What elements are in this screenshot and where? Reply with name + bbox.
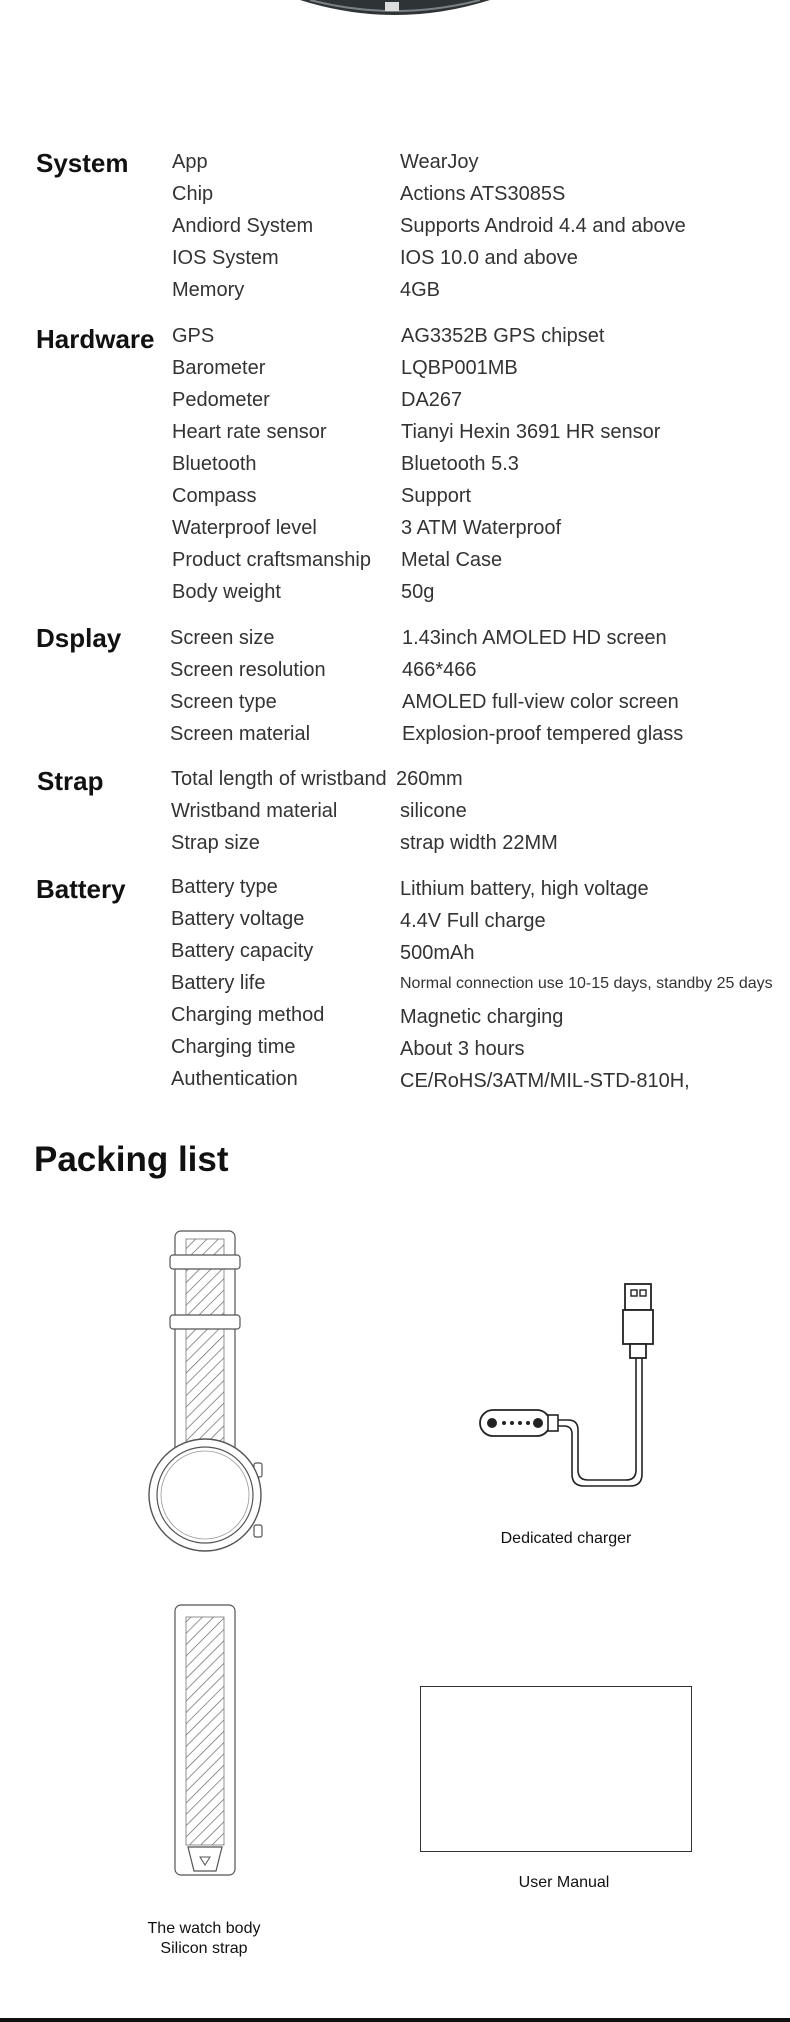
spec-value: 4.4V Full charge bbox=[400, 910, 546, 932]
user-manual-caption: User Manual bbox=[518, 1874, 610, 1891]
spec-value: Support bbox=[401, 485, 472, 507]
watch-caption-line2: Silicon strap bbox=[160, 1940, 248, 1957]
spec-value: AMOLED full-view color screen bbox=[402, 691, 679, 713]
spec-label: Waterproof level bbox=[172, 517, 317, 539]
spec-value: AG3352B GPS chipset bbox=[401, 325, 605, 347]
section-title-display: Dsplay bbox=[36, 623, 122, 653]
spec-label: Authentication bbox=[171, 1068, 298, 1090]
spec-value: Normal connection use 10-15 days, standby 25 days bbox=[400, 975, 773, 992]
spec-value: Tianyi Hexin 3691 HR sensor bbox=[401, 421, 661, 443]
spec-value: Actions ATS3085S bbox=[400, 183, 566, 205]
spec-label: Heart rate sensor bbox=[172, 421, 327, 443]
watch-product-image-bottom bbox=[0, 0, 790, 20]
spec-label: Bluetooth bbox=[172, 453, 257, 475]
watch-illustration bbox=[130, 1225, 290, 1885]
spec-value: Metal Case bbox=[401, 549, 503, 571]
watch-caption-line1: The watch body bbox=[147, 1920, 261, 1937]
spec-value: Magnetic charging bbox=[400, 1006, 564, 1028]
spec-value: 3 ATM Waterproof bbox=[401, 517, 562, 539]
spec-label: Product craftsmanship bbox=[172, 549, 371, 571]
page-bottom-divider bbox=[0, 2018, 790, 2022]
section-title-strap: Strap bbox=[37, 766, 104, 796]
spec-value: Explosion-proof tempered glass bbox=[402, 723, 684, 745]
spec-value: Supports Android 4.4 and above bbox=[400, 215, 686, 237]
spec-label: Charging time bbox=[171, 1036, 296, 1058]
spec-label: Memory bbox=[172, 279, 245, 301]
spec-value: CE/RoHS/3ATM/MIL-STD-810H, bbox=[400, 1070, 690, 1092]
spec-value: WearJoy bbox=[400, 151, 479, 173]
spec-value: 466*466 bbox=[402, 659, 477, 681]
user-manual-illustration bbox=[420, 1686, 692, 1852]
spec-label: Wristband material bbox=[171, 800, 338, 822]
spec-label: Total length of wristband bbox=[171, 768, 387, 790]
spec-label: Screen resolution bbox=[170, 659, 326, 681]
spec-value: 500mAh bbox=[400, 942, 475, 964]
spec-label: Battery capacity bbox=[171, 940, 314, 962]
spec-label: Chip bbox=[172, 183, 214, 205]
spec-value: 1.43inch AMOLED HD screen bbox=[402, 627, 667, 649]
packing-list-title: Packing list bbox=[34, 1140, 229, 1179]
charger-caption: Dedicated charger bbox=[500, 1530, 632, 1547]
spec-value: LQBP001MB bbox=[401, 357, 518, 379]
spec-value: 4GB bbox=[400, 279, 441, 301]
spec-label: Compass bbox=[172, 485, 257, 507]
spec-label: Charging method bbox=[171, 1004, 325, 1026]
spec-label: Strap size bbox=[171, 832, 260, 854]
spec-label: Battery life bbox=[171, 972, 266, 994]
spec-label: Andiord System bbox=[172, 215, 314, 237]
spec-value: Lithium battery, high voltage bbox=[400, 878, 649, 900]
spec-label: Body weight bbox=[172, 581, 281, 603]
section-title-battery: Battery bbox=[36, 874, 126, 904]
spec-label: IOS System bbox=[172, 247, 279, 269]
section-title-system: System bbox=[36, 148, 129, 178]
spec-label: Battery voltage bbox=[171, 908, 305, 930]
spec-label: Screen type bbox=[170, 691, 277, 713]
spec-value: 50g bbox=[401, 581, 435, 603]
spec-value: Bluetooth 5.3 bbox=[401, 453, 519, 475]
spec-label: Screen size bbox=[170, 627, 275, 649]
spec-label: Battery type bbox=[171, 876, 278, 898]
spec-label: Barometer bbox=[172, 357, 266, 379]
spec-value: strap width 22MM bbox=[400, 832, 558, 854]
spec-value: 260mm bbox=[396, 768, 463, 790]
spec-label: Pedometer bbox=[172, 389, 270, 411]
spec-value: DA267 bbox=[401, 389, 463, 411]
spec-label: App bbox=[172, 151, 208, 173]
section-title-hardware: Hardware bbox=[36, 324, 155, 354]
charger-illustration bbox=[470, 1270, 660, 1520]
spec-value: IOS 10.0 and above bbox=[400, 247, 578, 269]
spec-value: silicone bbox=[400, 800, 467, 822]
spec-label: GPS bbox=[172, 325, 215, 347]
spec-value: About 3 hours bbox=[400, 1038, 525, 1060]
spec-label: Screen material bbox=[170, 723, 311, 745]
